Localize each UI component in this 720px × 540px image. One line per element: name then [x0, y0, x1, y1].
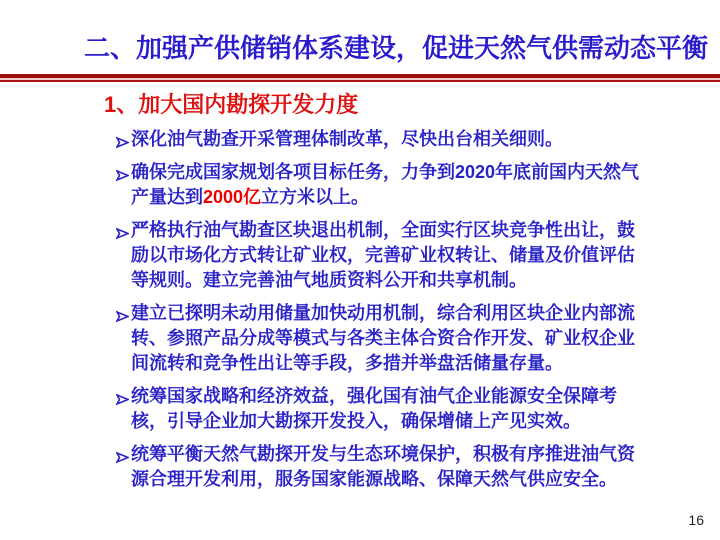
body-text: 深化油气勘查开采管理体制改革，尽快出台相关细则。 [131, 129, 563, 149]
highlighted-text: 2000亿 [203, 187, 262, 207]
body-text: 确保完成国家规划各项目标任务，力争到2020年底前国内天然气产量达到 [131, 162, 640, 207]
bullet-text [131, 386, 617, 431]
arrowhead-right-icon [116, 306, 129, 321]
body-text: 立方米以上。 [261, 187, 370, 207]
arrowhead-right-icon [116, 223, 129, 238]
arrowhead-right-icon [116, 447, 129, 462]
section-heading: 1、加大国内勘探开发力度 [104, 92, 359, 117]
bullet-item [118, 301, 646, 376]
arrowhead-right-icon [116, 165, 129, 180]
slide-title: 二、加强产供储销体系建设，促进天然气供需动态平衡 [84, 33, 709, 63]
body-text: 统筹国家战略和经济效益，强化国有油气企业能源安全保障考核，引导企业加大勘探开发投入，确保增储上产见实效。 [131, 386, 617, 431]
body-text: 建立已探明未动用储量加快动用机制，综合利用区块企业内部流转、参照产品分成等模式与各类主体合资合作开发、矿业权企业间流转和竞争性出让等手段，多措并举盘活储量存量。 [131, 303, 635, 373]
arrowhead-right-icon [116, 132, 129, 147]
page-number: 16 [688, 512, 704, 528]
bullet-item [118, 127, 646, 152]
bullet-item [118, 384, 646, 434]
bullet-text [131, 444, 635, 489]
title-divider-rule [0, 74, 720, 82]
bullet-text [131, 220, 635, 290]
bullet-list [118, 127, 646, 500]
bullet-text [131, 129, 563, 149]
bullet-item [118, 160, 646, 210]
arrowhead-right-icon [116, 389, 129, 404]
body-text: 统筹平衡天然气勘探开发与生态环境保护，积极有序推进油气资源合理开发利用，服务国家能源战略、保障天然气供应安全。 [131, 444, 635, 489]
bullet-item [118, 218, 646, 293]
bullet-text [131, 162, 639, 207]
body-text: 严格执行油气勘查区块退出机制，全面实行区块竞争性出让，鼓励以市场化方式转让矿业权，完善矿业权转让、储量及价值评估等规则。建立完善油气地质资料公开和共享机制。 [131, 220, 635, 290]
bullet-text [131, 303, 635, 373]
bullet-item [118, 442, 646, 492]
